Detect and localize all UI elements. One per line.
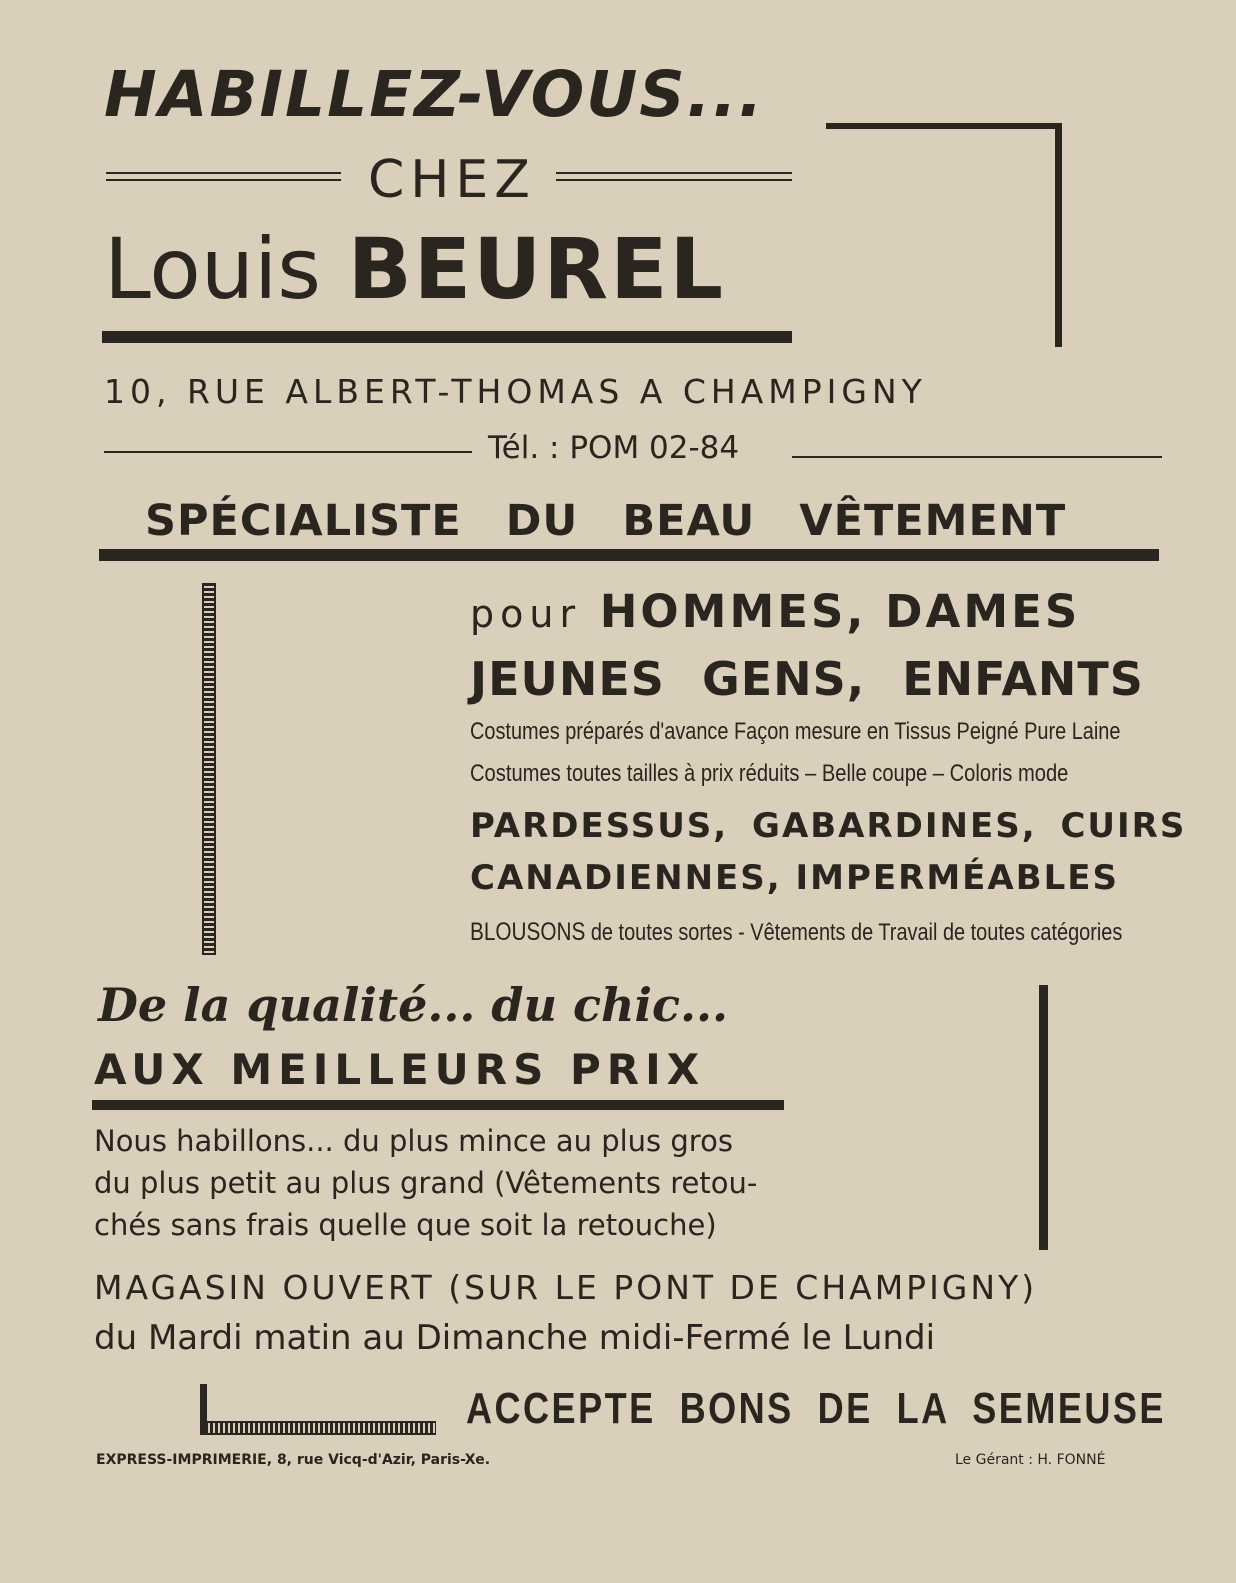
- name-underline: [102, 331, 792, 343]
- costumes-line-1: Costumes préparés d'avance Façon mesure en Tissus Peigné Pure Laine: [470, 718, 1121, 745]
- manager-credit: Le Gérant : H. FONNÉ: [955, 1452, 1106, 1468]
- paragraph-line: du plus petit au plus grand (Vêtements retou-: [94, 1166, 758, 1200]
- audience-men-women: HOMMES, DAMES: [599, 585, 1081, 638]
- blousons-line: [470, 918, 1122, 947]
- paragraph-line: chés sans frais quelle que soit la retouche): [94, 1208, 717, 1242]
- owner-last-name: BEUREL: [347, 220, 725, 318]
- vertical-bar-right: [1039, 985, 1048, 1250]
- chez-rule-left: [106, 172, 341, 181]
- phone-rule-left: [104, 451, 472, 453]
- store-hours: du Mardi matin au Dimanche midi-Fermé le Lundi: [94, 1318, 936, 1358]
- stitched-vertical-ornament: [202, 583, 216, 955]
- corner-rule-right: [1055, 123, 1062, 347]
- pour-word: pour: [470, 592, 582, 636]
- blousons-rest: de toutes sortes - Vêtements de Travail de toutes catégories: [585, 919, 1123, 946]
- prices-underline: [92, 1100, 784, 1110]
- chez-rule-right: [556, 172, 792, 181]
- outerwear-line-1: PARDESSUS, GABARDINES, CUIRS: [470, 806, 1187, 846]
- blousons-lead: BLOUSONS: [470, 918, 586, 946]
- audience-line-2: JEUNES GENS, ENFANTS: [470, 652, 1144, 706]
- paragraph-line: Nous habillons... du plus mince au plus gros: [94, 1124, 733, 1158]
- chez-label: CHEZ: [368, 150, 536, 210]
- phone-rule-right: [792, 456, 1162, 458]
- audience-line-1: [470, 585, 1080, 638]
- store-open-notice: MAGASIN OUVERT (SUR LE PONT DE CHAMPIGNY): [94, 1268, 1038, 1307]
- l-ornament-stitched: [200, 1421, 436, 1435]
- script-slogan: De la qualité... du chic...: [98, 978, 729, 1032]
- headline: HABILLEZ-VOUS...: [104, 58, 765, 131]
- tailoring-paragraph: [94, 1120, 784, 1246]
- address: 10, RUE ALBERT-THOMAS A CHAMPIGNY: [104, 372, 927, 411]
- costumes-line-2: Costumes toutes tailles à prix réduits – Belle coupe – Coloris mode: [470, 760, 1069, 787]
- specialty-underline: [99, 549, 1159, 561]
- shop-owner-name: [104, 220, 725, 318]
- corner-rule-top: [826, 123, 1062, 129]
- outerwear-line-2: CANADIENNES, IMPERMÉABLES: [470, 858, 1119, 898]
- printer-credit: EXPRESS-IMPRIMERIE, 8, rue Vicq-d'Azir, Paris-Xe.: [96, 1452, 491, 1468]
- owner-first-name: Louis: [104, 220, 322, 318]
- vouchers-notice: ACCEPTE BONS DE LA SEMEUSE: [466, 1384, 1166, 1433]
- specialty-heading: SPÉCIALISTE DU BEAU VÊTEMENT: [145, 496, 1067, 546]
- phone-number: Tél. : POM 02-84: [488, 430, 740, 466]
- best-prices-heading: AUX MEILLEURS PRIX: [94, 1045, 706, 1094]
